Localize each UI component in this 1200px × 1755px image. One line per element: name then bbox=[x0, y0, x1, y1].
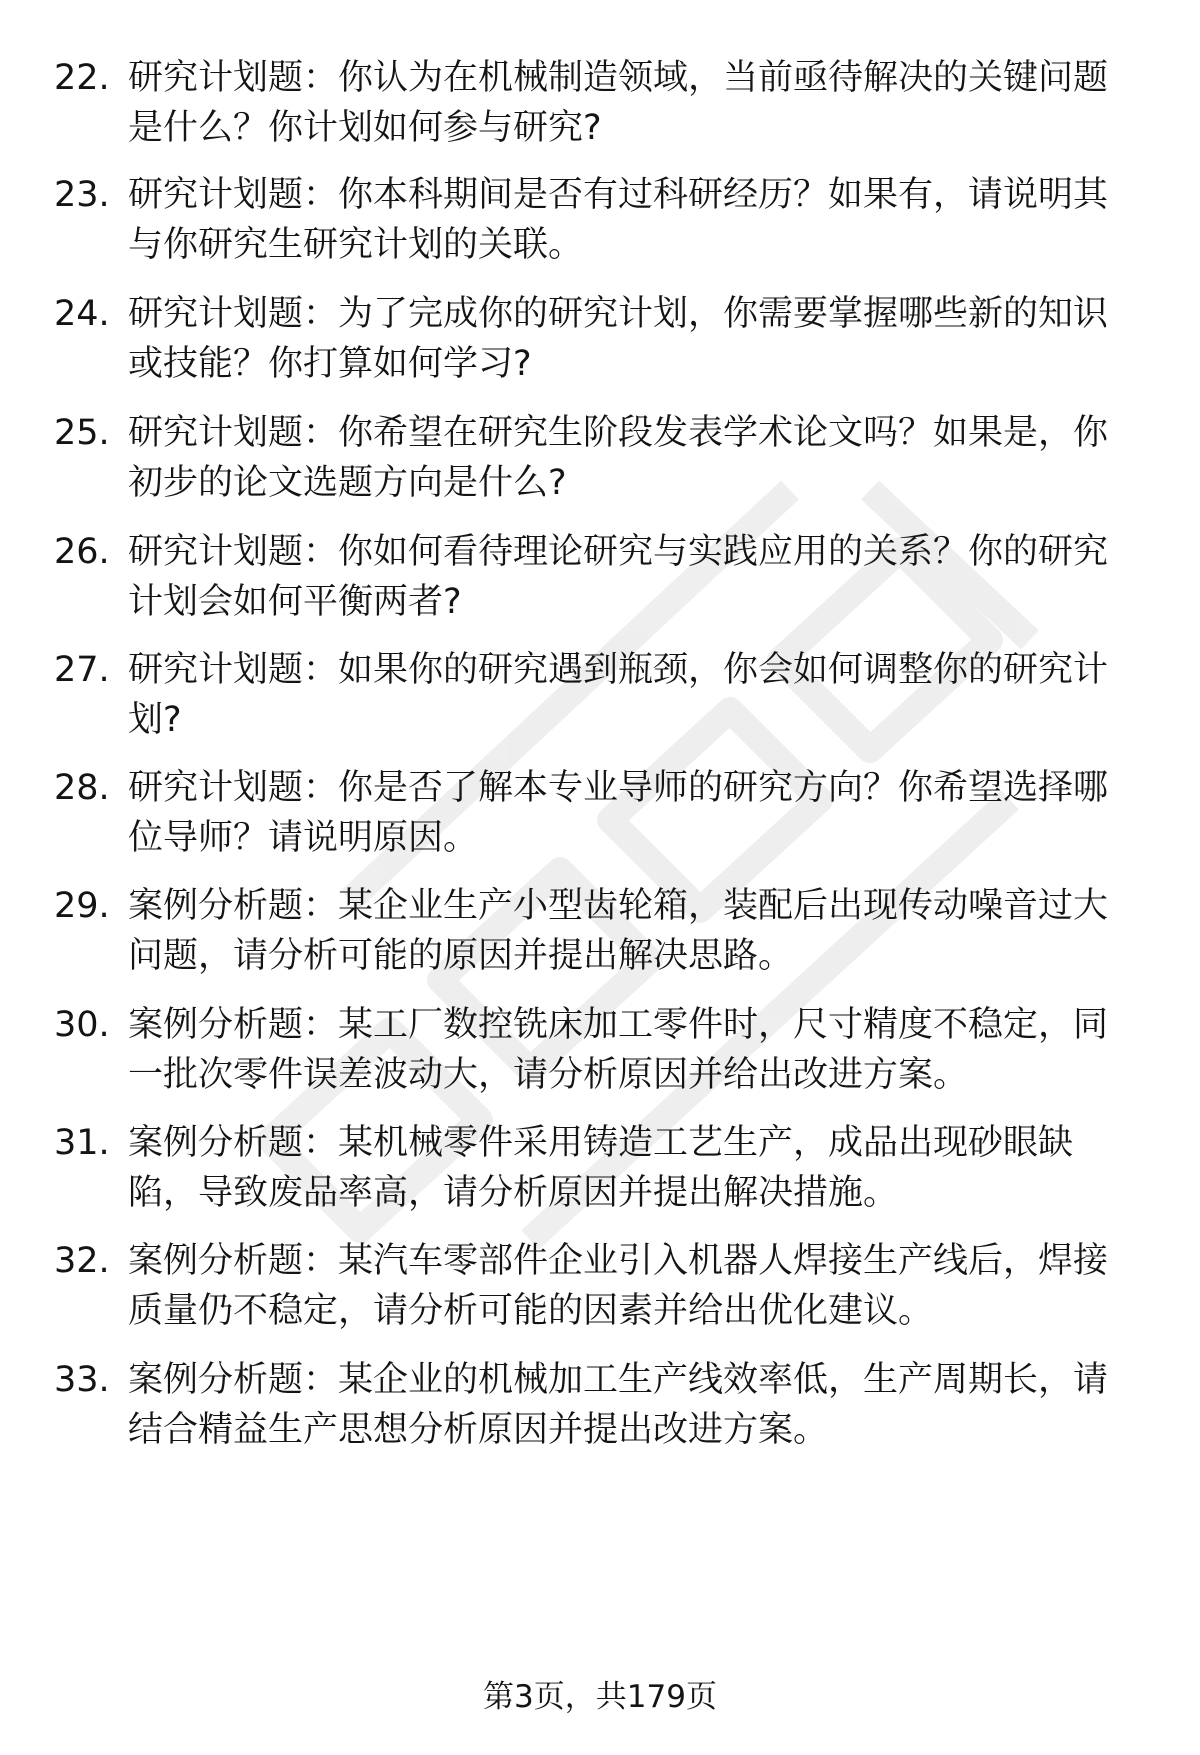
question-line: 一批次零件误差波动大，请分析原因并给出改进方案。 bbox=[128, 1055, 969, 1095]
question-line: 研究计划题：如果你的研究遇到瓶颈，你会如何调整你的研究计 bbox=[128, 650, 1109, 690]
question-number: 26. bbox=[54, 532, 110, 572]
question-line: 或技能？你打算如何学习? bbox=[128, 344, 532, 384]
question-number: 22. bbox=[54, 58, 110, 98]
question-number: 31. bbox=[54, 1123, 110, 1163]
page-number: 第3页，共179页 bbox=[483, 1679, 717, 1715]
question-text bbox=[128, 527, 1148, 627]
question-number: 33. bbox=[54, 1360, 110, 1400]
question-text bbox=[128, 763, 1148, 863]
question-text bbox=[128, 1118, 1148, 1218]
question-number: 25. bbox=[54, 413, 110, 453]
question-line: 陷，导致废品率高，请分析原因并提出解决措施。 bbox=[128, 1173, 899, 1213]
question-number: 30. bbox=[54, 1005, 110, 1045]
question-number: 23. bbox=[54, 175, 110, 215]
question-number: 29. bbox=[54, 886, 110, 926]
question-line: 与你研究生研究计划的关联。 bbox=[128, 225, 584, 265]
question-text bbox=[128, 170, 1148, 270]
question-line: 研究计划题：你是否了解本专业导师的研究方向？你希望选择哪 bbox=[128, 768, 1109, 808]
question-line: 案例分析题：某机械零件采用铸造工艺生产，成品出现砂眼缺 bbox=[128, 1123, 1074, 1163]
question-text bbox=[128, 1000, 1148, 1100]
question-line: 计划会如何平衡两者? bbox=[128, 582, 462, 622]
question-line: 研究计划题：你如何看待理论研究与实践应用的关系？你的研究 bbox=[128, 532, 1109, 572]
question-line: 质量仍不稳定，请分析可能的因素并给出优化建议。 bbox=[128, 1291, 934, 1331]
question-text bbox=[128, 1355, 1148, 1455]
question-line: 研究计划题：你本科期间是否有过科研经历？如果有，请说明其 bbox=[128, 175, 1109, 215]
question-text bbox=[128, 1236, 1148, 1336]
question-line: 案例分析题：某企业生产小型齿轮箱，装配后出现传动噪音过大 bbox=[128, 886, 1109, 926]
question-text bbox=[128, 645, 1148, 745]
question-line: 案例分析题：某汽车零部件企业引入机器人焊接生产线后，焊接 bbox=[128, 1241, 1109, 1281]
question-text bbox=[128, 53, 1148, 153]
question-line: 结合精益生产思想分析原因并提出改进方案。 bbox=[128, 1410, 829, 1450]
question-line: 位导师？请说明原因。 bbox=[128, 818, 479, 858]
question-number: 28. bbox=[54, 768, 110, 808]
question-number: 24. bbox=[54, 294, 110, 334]
question-number: 32. bbox=[54, 1241, 110, 1281]
question-line: 问题，请分析可能的原因并提出解决思路。 bbox=[128, 936, 794, 976]
question-text bbox=[128, 408, 1148, 508]
question-line: 案例分析题：某企业的机械加工生产线效率低，生产周期长，请 bbox=[128, 1360, 1109, 1400]
question-number: 27. bbox=[54, 650, 110, 690]
question-line: 研究计划题：你认为在机械制造领域，当前亟待解决的关键问题 bbox=[128, 58, 1109, 98]
question-text bbox=[128, 289, 1148, 389]
question-text bbox=[128, 881, 1148, 981]
question-line: 是什么？你计划如何参与研究? bbox=[128, 108, 602, 148]
question-line: 划? bbox=[128, 700, 182, 740]
question-line: 初步的论文选题方向是什么? bbox=[128, 463, 567, 503]
question-line: 研究计划题：为了完成你的研究计划，你需要掌握哪些新的知识 bbox=[128, 294, 1109, 334]
question-line: 研究计划题：你希望在研究生阶段发表学术论文吗？如果是，你 bbox=[128, 413, 1109, 453]
question-line: 案例分析题：某工厂数控铣床加工零件时，尺寸精度不稳定，同 bbox=[128, 1005, 1109, 1045]
